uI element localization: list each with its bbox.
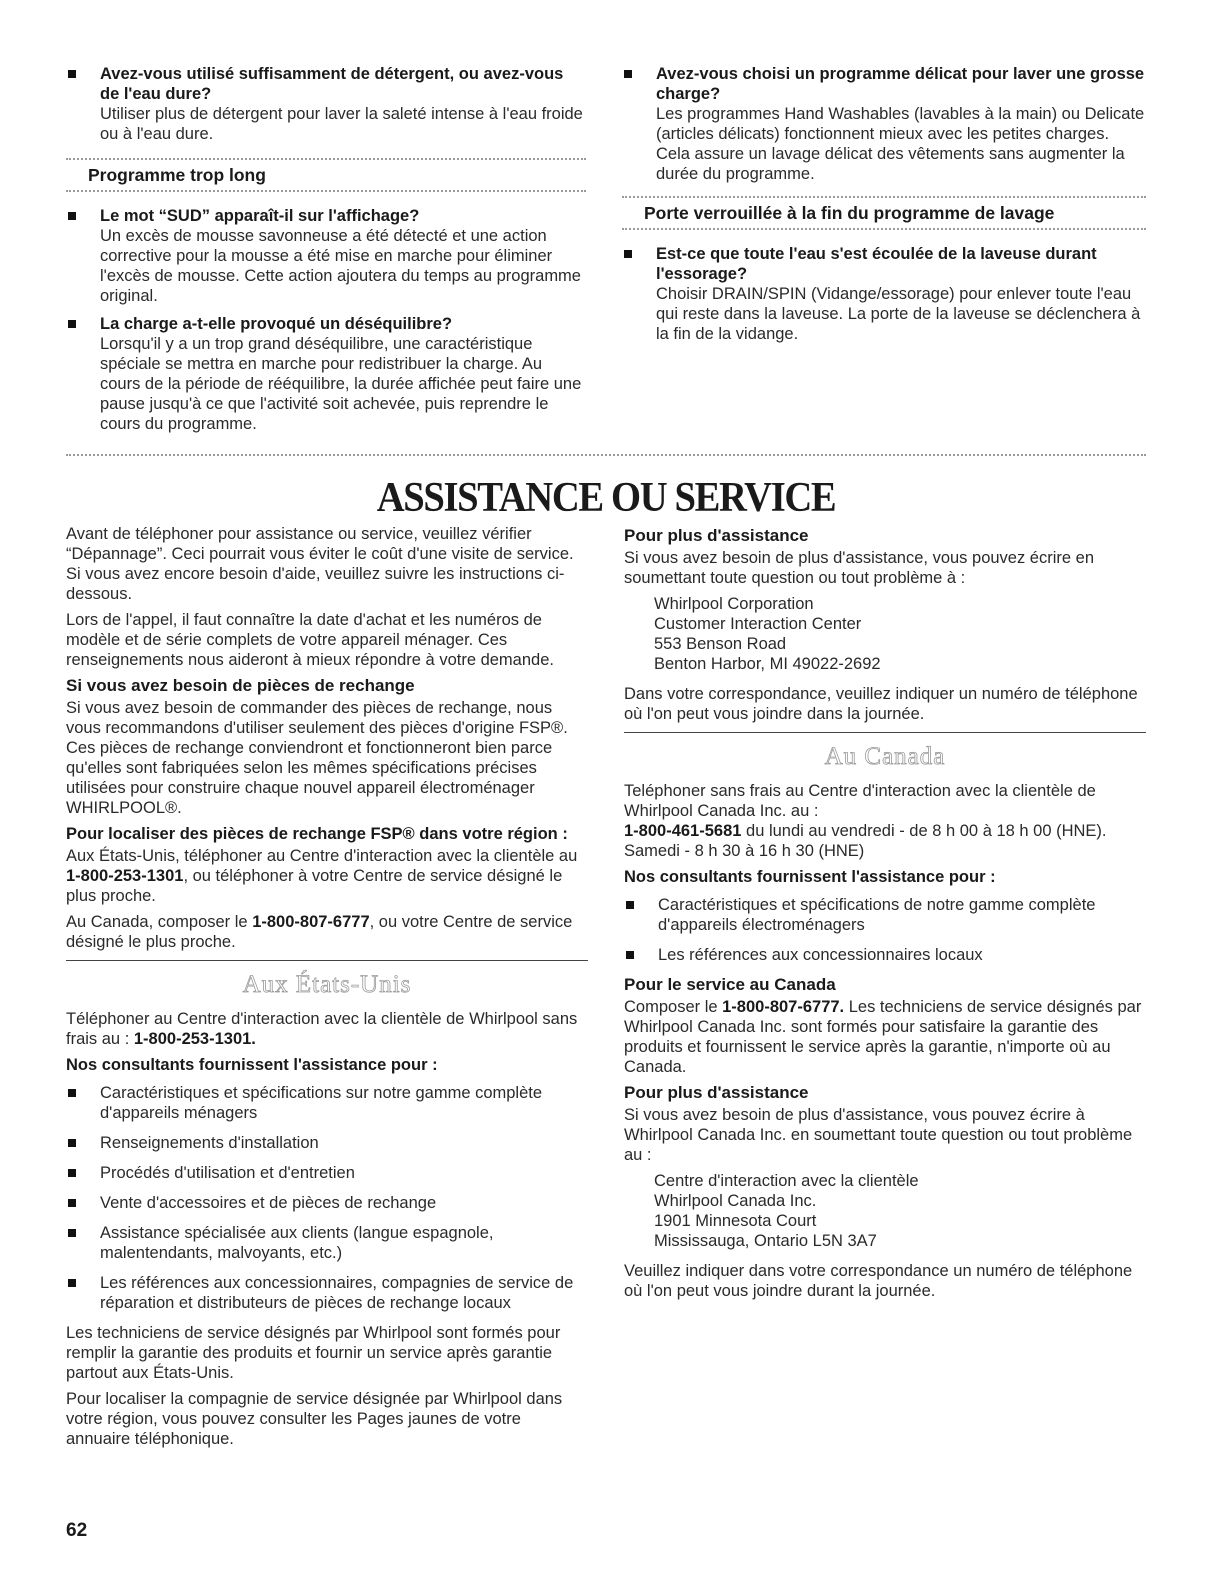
bullet-square-icon xyxy=(68,1139,76,1147)
ca-phone-number: 1-800-807-6777 xyxy=(252,913,370,931)
bullet-square-icon xyxy=(68,1279,76,1287)
canada-hours-paragraph: 1-800-461-5681 du lundi au vendredi - de 8 h 00 à 18 h 00 (HNE). xyxy=(624,822,1107,840)
list-item: Renseignements d'installation xyxy=(66,1133,588,1153)
list-item: Caractéristiques et spécifications sur notre gamme complète d'appareils ménagers xyxy=(66,1083,588,1123)
correspondence-paragraph: Dans votre correspondance, veuillez indiquer un numéro de téléphone où l'on peut vous joindre dans la journée. xyxy=(624,685,1138,723)
bullet-square-icon xyxy=(626,951,634,959)
region-heading-canada: Au Canada xyxy=(824,743,946,770)
canada-services-list xyxy=(624,895,1146,965)
dotted-divider xyxy=(622,196,1146,198)
list-item: Caractéristiques et spécifications de notre gamme complète d'appareils électroménagers xyxy=(624,895,1146,935)
list-item: Procédés d'utilisation et d'entretien xyxy=(66,1163,588,1183)
section-heading-door-locked: Porte verrouillée à la fin du programme de lavage xyxy=(644,203,1055,223)
parts-paragraph: Si vous avez besoin de commander des pièces de rechange, nous vous recommandons d'utiliser seulement des pièces d'origine FSP®. Ces pièces de rechange conviendront et fonctionneront bien parce qu'elles sont fabriquées selon les mêmes spécifications précises utilisées pour construire chaque nouvel appareil électroménager WHIRLPOOL®. xyxy=(66,699,568,817)
us-call-paragraph: Aux États-Unis, téléphoner au Centre d'interaction avec la clientèle au 1-800-253-1301, ou téléphoner à votre Centre de service désigné le plus proche. xyxy=(66,847,578,905)
page-number: 62 xyxy=(66,1520,88,1541)
bullet-square-icon xyxy=(68,70,76,78)
yellow-pages-paragraph: Pour localiser la compagnie de service désignée par Whirlpool dans votre région, vous pouvez consulter les Pages jaunes de votre annuaire téléphonique. xyxy=(66,1390,563,1448)
parts-heading: Si vous avez besoin de pièces de rechange xyxy=(66,676,415,695)
list-item: Les références aux concessionnaires locaux xyxy=(624,945,1146,965)
question-detergent xyxy=(66,64,586,144)
final-paragraph: Veuillez indiquer dans votre correspondance un numéro de téléphone où l'on peut vous joindre durant la journée. xyxy=(624,1262,1133,1300)
answer-text: Lorsqu'il y a un trop grand déséquilibre, une caractéristique spéciale se mettra en marche pour redistribuer la charge. Au cours de la période de rééquilibre, la durée affichée peut faire une pause jusqu'à ce que l'activité soit achevée, puis reprendre le cours du programme. xyxy=(100,335,582,433)
answer-text: Utiliser plus de détergent pour laver la saleté intense à l'eau froide ou à l'eau dure. xyxy=(100,105,583,143)
question-text: Avez-vous utilisé suffisamment de détergent, ou avez-vous de l'eau dure? xyxy=(100,65,564,103)
question-text: La charge a-t-elle provoqué un déséquilibre? xyxy=(100,315,453,333)
question-sud xyxy=(66,206,586,306)
bullet-square-icon xyxy=(68,1229,76,1237)
more-assistance-heading: Pour plus d'assistance xyxy=(624,526,809,545)
intro-paragraph: Avant de téléphoner pour assistance ou service, veuillez vérifier “Dépannage”. Ceci pourrait vous éviter le coût d'une visite de service. Si vous avez encore besoin d'aide, veuillez suivre les instructions ci-dessous. xyxy=(66,525,574,603)
question-delicate xyxy=(622,64,1146,184)
dotted-divider xyxy=(622,228,1146,230)
canada-service-heading: Pour le service au Canada xyxy=(624,975,836,994)
consultants-heading: Nos consultants fournissent l'assistance pour : xyxy=(624,868,996,886)
us-contact-paragraph: Téléphoner au Centre d'interaction avec la clientèle de Whirlpool sans frais au : 1-800-253-1301. xyxy=(66,1010,578,1048)
bullet-square-icon xyxy=(68,1089,76,1097)
canada-phone-number: 1-800-461-5681 xyxy=(624,822,742,840)
bullet-square-icon xyxy=(68,1199,76,1207)
assistance-right-column xyxy=(624,524,1146,1307)
more-assistance-canada-paragraph: Si vous avez besoin de plus d'assistance, vous pouvez écrire à Whirlpool Canada Inc. en soumettant toute question ou tout problème au : xyxy=(624,1106,1133,1164)
region-heading-us: Aux États-Unis xyxy=(242,971,412,998)
list-item: Vente d'accessoires et de pièces de rechange xyxy=(66,1193,588,1213)
canada-contact-paragraph: Teléphoner sans frais au Centre d'interaction avec la clientèle de Whirlpool Canada Inc. au : xyxy=(624,782,1096,820)
dotted-divider xyxy=(66,190,586,192)
page-title: ASSISTANCE OU SERVICE xyxy=(376,475,836,521)
canada-mailing-address: Centre d'interaction avec la clientèle Whirlpool Canada Inc. 1901 Minnesota Court Mississauga, Ontario L5N 3A7 xyxy=(654,1172,919,1250)
us-contact-phone: 1-800-253-1301. xyxy=(133,1030,256,1048)
bullet-square-icon xyxy=(68,320,76,328)
bullet-square-icon xyxy=(626,901,634,909)
canada-saturday-hours: Samedi - 8 h 30 à 16 h 30 (HNE) xyxy=(624,842,865,860)
answer-text: Les programmes Hand Washables (lavables à la main) ou Delicate (articles délicats) fonctionnent mieux avec les petites charges. Cela assure un lavage délicat des vêtements sans augmenter la durée du programme. xyxy=(656,105,1145,183)
bullet-square-icon xyxy=(68,1169,76,1177)
us-services-list xyxy=(66,1083,588,1313)
troubleshoot-left-column xyxy=(66,64,586,442)
more-assistance-canada-heading: Pour plus d'assistance xyxy=(624,1083,809,1102)
more-assistance-paragraph: Si vous avez besoin de plus d'assistance, vous pouvez écrire en soumettant toute question ou tout problème à : xyxy=(624,549,1095,587)
us-phone-number: 1-800-253-1301 xyxy=(66,867,184,885)
question-drain xyxy=(622,244,1146,344)
bullet-square-icon xyxy=(624,250,632,258)
canada-service-phone: 1-800-807-6777. xyxy=(722,998,845,1016)
us-mailing-address: Whirlpool Corporation Customer Interaction Center 553 Benson Road Benton Harbor, MI 49022-2692 xyxy=(654,595,881,673)
canada-service-paragraph: Composer le 1-800-807-6777. Les techniciens de service désignés par Whirlpool Canada Inc. sont formés pour satisfaire la garantie des produits et fournissent le service après la garantie, n'importe où au Canada. xyxy=(624,998,1142,1076)
technicians-paragraph: Les techniciens de service désignés par Whirlpool sont formés pour remplir la garantie des produits et fournir un service après garantie partout aux États-Unis. xyxy=(66,1324,561,1382)
question-text: Le mot “SUD” apparaît-il sur l'affichage? xyxy=(100,207,420,225)
list-item: Les références aux concessionnaires, compagnies de service de réparation et distributeurs de pièces de rechange locaux xyxy=(66,1273,588,1313)
section-rule xyxy=(66,960,588,961)
answer-text: Un excès de mousse savonneuse a été détecté et une action corrective pour la mousse a été mise en marche pour éliminer l'excès de mousse. Cette action ajoutera du temps au programme original. xyxy=(100,227,581,305)
consultants-heading: Nos consultants fournissent l'assistance pour : xyxy=(66,1056,438,1074)
dotted-divider xyxy=(66,454,1146,456)
ca-call-paragraph: Au Canada, composer le 1-800-807-6777, ou votre Centre de service désigné le plus proche. xyxy=(66,913,573,951)
locate-parts-heading: Pour localiser des pièces de rechange FSP® dans votre région : xyxy=(66,825,568,843)
dotted-divider xyxy=(66,158,586,160)
answer-text: Choisir DRAIN/SPIN (Vidange/essorage) pour enlever toute l'eau qui reste dans la laveuse. La porte de la laveuse se déclenchera à la fin de la vidange. xyxy=(656,285,1141,343)
question-text: Est-ce que toute l'eau s'est écoulée de la laveuse durant l'essorage? xyxy=(656,245,1097,283)
question-text: Avez-vous choisi un programme délicat pour laver une grosse charge? xyxy=(656,65,1145,103)
section-heading-long-cycle: Programme trop long xyxy=(88,165,266,185)
section-rule xyxy=(624,732,1146,733)
bullet-square-icon xyxy=(68,212,76,220)
question-imbalance xyxy=(66,314,586,434)
assistance-left-column xyxy=(66,524,588,1455)
intro-paragraph: Lors de l'appel, il faut connaître la date d'achat et les numéros de modèle et de série complets de votre appareil ménager. Ces renseignements nous aideront à mieux répondre à votre demande. xyxy=(66,611,554,669)
bullet-square-icon xyxy=(624,70,632,78)
list-item: Assistance spécialisée aux clients (langue espagnole, malentendants, malvoyants, etc.) xyxy=(66,1223,588,1263)
troubleshoot-right-column xyxy=(622,64,1146,352)
